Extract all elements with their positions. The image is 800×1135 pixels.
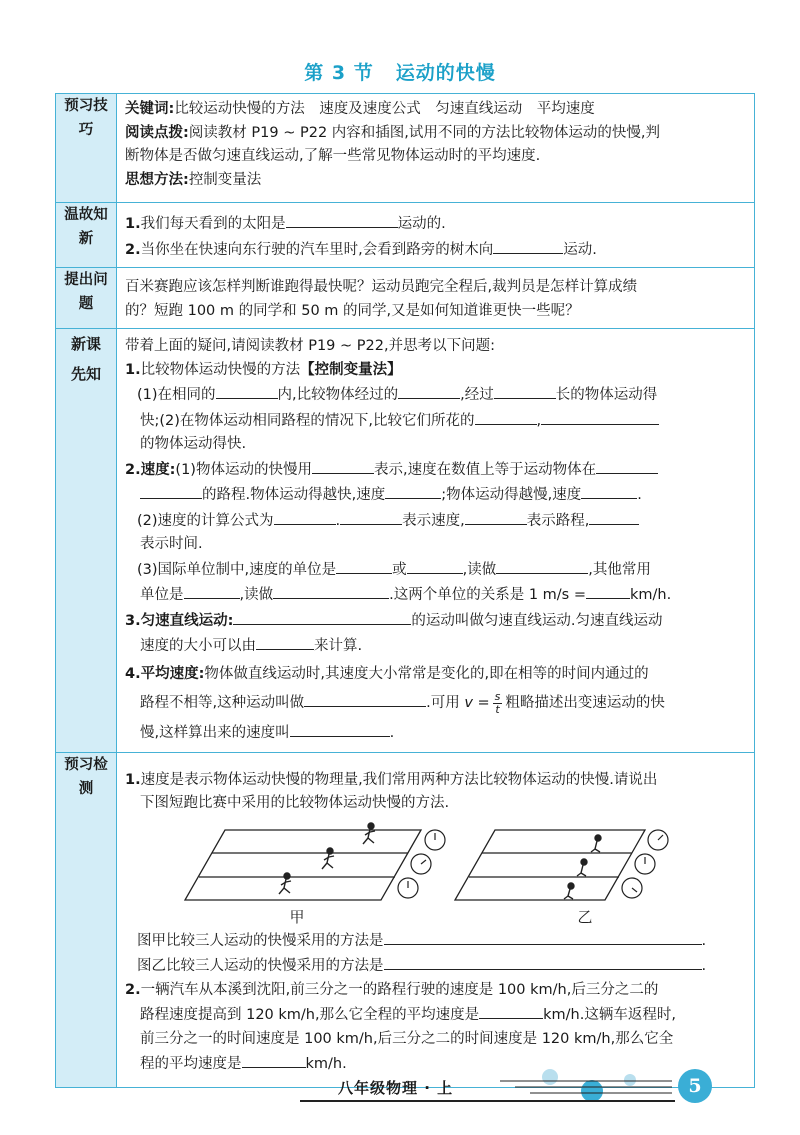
row-preview	[56, 94, 755, 203]
blank-shorter[interactable]	[541, 408, 659, 425]
s2a-text-a: (1)物体运动的快慢用	[175, 461, 312, 478]
s2-key: 速度:	[140, 461, 176, 478]
page-footer	[300, 1067, 730, 1107]
question-line-2: 的？短跑 100 m 的同学和 50 m 的同学,又是如何知道谁更快一些呢？	[125, 302, 580, 319]
blank-t[interactable]	[589, 508, 639, 525]
s2-number: 2.	[125, 461, 141, 478]
review-q1-end: 运动的.	[397, 216, 446, 232]
formula-v: v =	[464, 695, 490, 711]
reading-key: 阅读点拨:	[125, 124, 189, 141]
s4b-text-c: 粗略描述出变速运动的快	[505, 695, 665, 711]
s3-key: 匀速直线运动:	[140, 612, 234, 629]
blank-method-a[interactable]	[384, 928, 702, 945]
row-review	[56, 203, 755, 268]
s1-title: 比较物体运动快慢的方法	[140, 361, 301, 378]
s2f-text-c: .这两个单位的关系是 1 m/s =	[389, 587, 586, 603]
s2c-text-b: .	[335, 512, 341, 529]
s4c-text-a: 慢,这样算出来的速度叫	[140, 725, 290, 741]
s1a-text-b: 内,比较物体经过的	[277, 387, 399, 403]
section-number: 第 3 节	[304, 62, 374, 84]
s2e-text-b: 或	[392, 561, 407, 578]
figure-label-right: 乙	[577, 907, 593, 926]
review-q2-number: 2.	[125, 241, 141, 258]
s1b-text-a: 快;(2)在物体运动相同路程的情况下,比较它们所花的	[140, 412, 475, 429]
s4b-text-b: .可用	[426, 695, 460, 711]
footer-label: 八年级物理 · 上	[338, 1079, 454, 1097]
blank-time[interactable]	[216, 382, 278, 399]
check-q2-line-4a: 程的平均速度是	[140, 1056, 242, 1072]
formula-denominator: t	[495, 702, 500, 716]
blank-smaller[interactable]	[581, 482, 637, 499]
blank-unit-time-2[interactable]	[140, 482, 202, 499]
s2f-text-b: ,读做	[239, 587, 274, 603]
row-check	[56, 752, 755, 1087]
formula-numerator: s	[494, 689, 501, 703]
race-diagram	[125, 816, 745, 928]
label-new: 新课先知	[56, 329, 117, 753]
blank-unit-time[interactable]	[596, 457, 658, 474]
blank-unit-kmh[interactable]	[184, 582, 240, 599]
label-review: 温故知新	[56, 203, 117, 268]
worksheet-table	[55, 93, 755, 1088]
s2b-text-c: .	[637, 487, 642, 503]
keyword-key: 关键词:	[125, 101, 175, 117]
blank-average[interactable]	[290, 720, 390, 737]
s2a-text-b: 表示,速度在数值上等于运动物体在	[373, 461, 597, 478]
clocks-left	[398, 830, 445, 898]
s2b-text-a: 的路程.物体运动得越快,速度	[202, 487, 386, 503]
review-q1-text: 我们每天看到的太阳是	[140, 216, 286, 232]
blank-v[interactable]	[340, 508, 402, 525]
review-content	[117, 203, 755, 268]
blank-read-1[interactable]	[496, 557, 588, 574]
s2e-text-c: ,读做	[462, 561, 497, 578]
s2e-text-d: ,其他常用	[588, 561, 651, 578]
blank-avg-speed-2[interactable]	[242, 1051, 306, 1068]
reading-line-2: 断物体是否做匀速直线运动,了解一些常见物体运动时的平均速度.	[125, 148, 541, 164]
s1a-text-d: 长的物体运动得	[555, 387, 658, 403]
keyword-value: 比较运动快慢的方法 速度及速度公式 匀速直线运动 平均速度	[174, 101, 595, 117]
blank-read-2[interactable]	[273, 582, 389, 599]
clocks-right	[622, 830, 668, 898]
blank-method-b[interactable]	[384, 953, 702, 970]
figure-label-left: 甲	[289, 907, 305, 926]
s2f-text-d: km/h.	[629, 587, 672, 603]
review-q2-text: 当你坐在快速向东行驶的汽车里时,会看到路旁的树木向	[140, 241, 494, 258]
check-q1-b-end: .	[701, 958, 707, 974]
check-q1-a-text: 图甲比较三人运动的快慢采用的方法是	[137, 932, 384, 949]
blank-formula-2[interactable]	[256, 633, 314, 650]
s3a-text: 的运动叫做匀速直线运动.匀速直线运动	[411, 612, 663, 629]
s4-key: 平均速度:	[140, 665, 205, 682]
section-name: 运动的快慢	[395, 62, 496, 84]
blank-distance[interactable]	[398, 382, 460, 399]
question-line-1: 百米赛跑应该怎样判断谁跑得最快呢？运动员跑完全程后,裁判员是怎样计算成绩	[125, 279, 638, 295]
new-intro: 带着上面的疑问,请阅读教材 P19 ~ P22,并思考以下问题:	[125, 338, 495, 354]
blank-variable[interactable]	[304, 690, 426, 707]
blank-speed[interactable]	[312, 457, 374, 474]
runners-left	[279, 823, 375, 894]
s4-number: 4.	[125, 665, 141, 682]
blank-s[interactable]	[465, 508, 527, 525]
blank-formula[interactable]	[274, 508, 336, 525]
s2e-text-a: (3)国际单位制中,速度的单位是	[137, 561, 337, 578]
review-q1-blank[interactable]	[286, 211, 398, 228]
s2b-text-b: ;物体运动得越慢,速度	[441, 487, 582, 503]
row-new	[56, 329, 755, 753]
blank-longer[interactable]	[494, 382, 556, 399]
review-q1-number: 1.	[125, 216, 141, 232]
page-number: 5	[678, 1069, 712, 1103]
question-content	[117, 268, 755, 329]
check-q1-line-1: 速度是表示物体运动快慢的物理量,我们常用两种方法比较物体运动的快慢.请说出	[140, 771, 658, 788]
s2c-text-a: (2)速度的计算公式为	[137, 512, 274, 529]
s3b-text-b: 来计算.	[314, 638, 363, 654]
label-question: 提出问题	[56, 268, 117, 329]
blank-greater[interactable]	[385, 482, 441, 499]
blank-conversion[interactable]	[586, 582, 630, 599]
footer-rule	[300, 1100, 675, 1102]
s1c-text: 的物体运动得快.	[140, 436, 247, 452]
race-figure	[125, 816, 746, 928]
s2c-text-d: 表示路程,	[526, 512, 590, 529]
track-right	[455, 830, 645, 900]
s4c-text-b: .	[389, 725, 395, 741]
check-q2-line-3: 前三分之一的时间速度是 100 km/h,后三分之二的时间速度是 120 km/h,那么它全	[140, 1030, 674, 1047]
runners-right	[564, 835, 601, 899]
s1b-text-b: ,	[536, 412, 542, 429]
s2c-text-c: 表示速度,	[402, 512, 465, 529]
check-q1-number: 1.	[125, 771, 141, 788]
new-content	[117, 329, 755, 753]
s2f-text-a: 单位是	[140, 587, 184, 603]
s1-number: 1.	[125, 361, 141, 378]
preview-content	[117, 94, 755, 203]
s1a-text-a: (1)在相同的	[137, 387, 216, 403]
s1a-text-c: ,经过	[460, 387, 494, 403]
check-content	[117, 752, 755, 1087]
review-q2-blank[interactable]	[493, 237, 563, 254]
s3b-text-a: 速度的大小可以由	[140, 638, 256, 654]
method-value: 控制变量法	[188, 171, 262, 188]
check-q1-b-text: 图乙比较三人运动的快慢采用的方法是	[137, 958, 384, 974]
check-q1-a-end: .	[701, 932, 707, 949]
check-q2-line-1: 一辆汽车从本溪到沈阳,前三分之一的路程行驶的速度是 100 km/h,后三分之二的	[140, 981, 659, 998]
blank-time-spent[interactable]	[475, 408, 537, 425]
blank-unit-2[interactable]	[407, 557, 463, 574]
track-left	[185, 830, 421, 900]
label-preview: 预习技巧	[56, 94, 117, 203]
review-q2-end: 运动.	[563, 241, 597, 258]
check-q2-number: 2.	[125, 981, 141, 998]
formula-fraction	[493, 691, 503, 716]
blank-uniform[interactable]	[233, 608, 411, 625]
check-q1-line-2: 下图短跑比赛中采用的比较物体运动快慢的方法.	[140, 795, 450, 811]
s4a-text: 物体做直线运动时,其速度大小常常是变化的,即在相等的时间内通过的	[204, 665, 649, 682]
s3-number: 3.	[125, 612, 141, 629]
label-check: 预习检测	[56, 752, 117, 1087]
row-question	[56, 268, 755, 329]
check-q2-line-2a: 路程速度提高到 120 km/h,那么它全程的平均速度是	[140, 1007, 480, 1023]
s4b-text-a: 路程不相等,这种运动叫做	[140, 695, 305, 711]
blank-avg-speed-1[interactable]	[479, 1002, 543, 1019]
s1-tag: 【控制变量法】	[300, 361, 402, 378]
method-key: 思想方法:	[125, 171, 189, 188]
s2d-text: 表示时间.	[140, 536, 203, 552]
page-title	[0, 58, 800, 85]
check-q2-line-4b: km/h.	[305, 1056, 347, 1072]
blank-unit-1[interactable]	[336, 557, 392, 574]
check-q2-line-2b: km/h.这辆车返程时,	[543, 1007, 676, 1023]
reading-line-1: 阅读教材 P19 ~ P22 内容和插图,试用不同的方法比较物体运动的快慢,判	[188, 124, 661, 141]
